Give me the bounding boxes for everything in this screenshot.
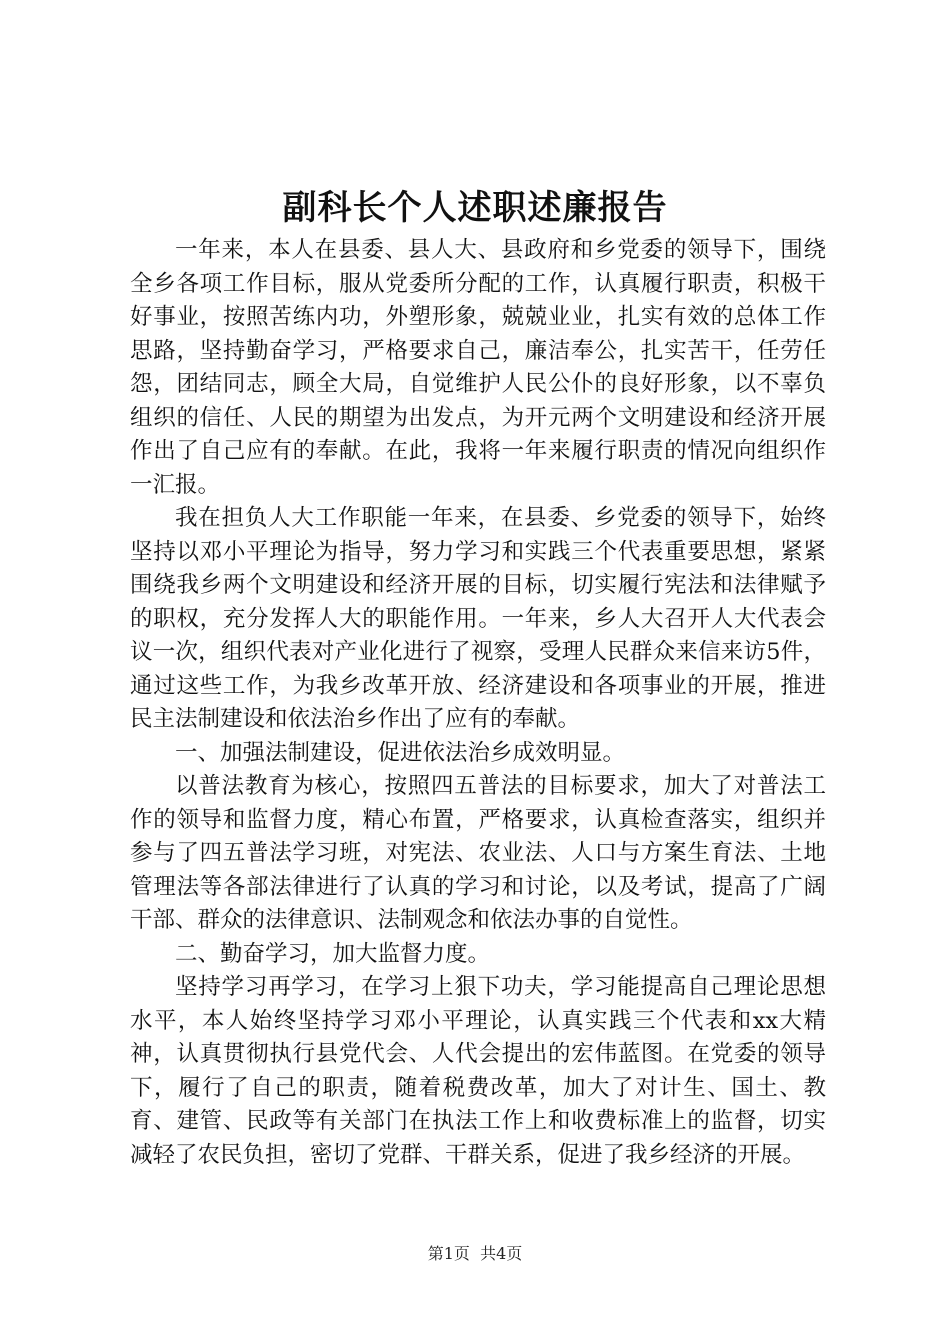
section-heading-legal: 一、加强法制建设，促进依法治乡成效明显。 [175,739,626,766]
section-heading-study: 二、勤奋学习，加大监督力度。 [175,940,491,967]
paragraph-npc-work: 我在担负人大工作职能一年来，在县委、乡党委的领导下，始终坚持以邓小平理论为指导，努力学习和实践三个代表重要思想，紧紧围绕我乡两个文明建设和经济开展的目标，切实履行宪法和法律赋予的职权，充分发挥人大的职能作用。一年来，乡人大召开人大代表会议一次，组织代表对产业化进行了视察，受理人民群众来信来访5件，通过这些工作，为我乡改革开放、经济建设和各项事业的开展，推进民主法制建设和依法治乡作出了应有的奉献。 [130,505,826,732]
paragraph-intro: 一年来，本人在县委、县人大、县政府和乡党委的领导下，围绕全乡各项工作目标，服从党委所分配的工作，认真履行职责，积极干好事业，按照苦练内功，外塑形象，兢兢业业，扎实有效的总体工作思路，坚持勤奋学习，严格要求自己，廉洁奉公，扎实苦干，任劳任怨，团结同志，顾全大局，自觉维护人民公仆的良好形象，以不辜负组织的信任、人民的期望为出发点，为开元两个文明建设和经济开展作出了自己应有的奉献。在此，我将一年来履行职责的情况向组织作一汇报。 [130,237,826,498]
page-total: 共4页 [480,1244,523,1263]
page-footer [0,1243,950,1265]
document-body [130,234,826,1172]
page-number: 第1页 [427,1244,470,1263]
paragraph-study-supervision: 坚持学习再学习，在学习上狠下功夫，学习能提高自己理论思想水平，本人始终坚持学习邓小平理论，认真实践三个代表和xx大精神，认真贯彻执行县党代会、人代会提出的宏伟蓝图。在党委的领导下，履行了自己的职责，随着税费改革，加大了对计生、国土、教育、建管、民政等有关部门在执法工作上和收费标准上的监督，切实减轻了农民负担，密切了党群、干群关系，促进了我乡经济的开展。 [130,974,826,1168]
document-title: 副科长个人述职述廉报告 [282,188,668,228]
paragraph-legal-education: 以普法教育为核心，按照四五普法的目标要求，加大了对普法工作的领导和监督力度，精心布置，严格要求，认真检查落实，组织并参与了四五普法学习班，对宪法、农业法、人口与方案生育法、土地管理法等各部法律进行了认真的学习和讨论，以及考试，提高了广阔干部、群众的法律意识、法制观念和依法办事的自觉性。 [130,773,826,933]
